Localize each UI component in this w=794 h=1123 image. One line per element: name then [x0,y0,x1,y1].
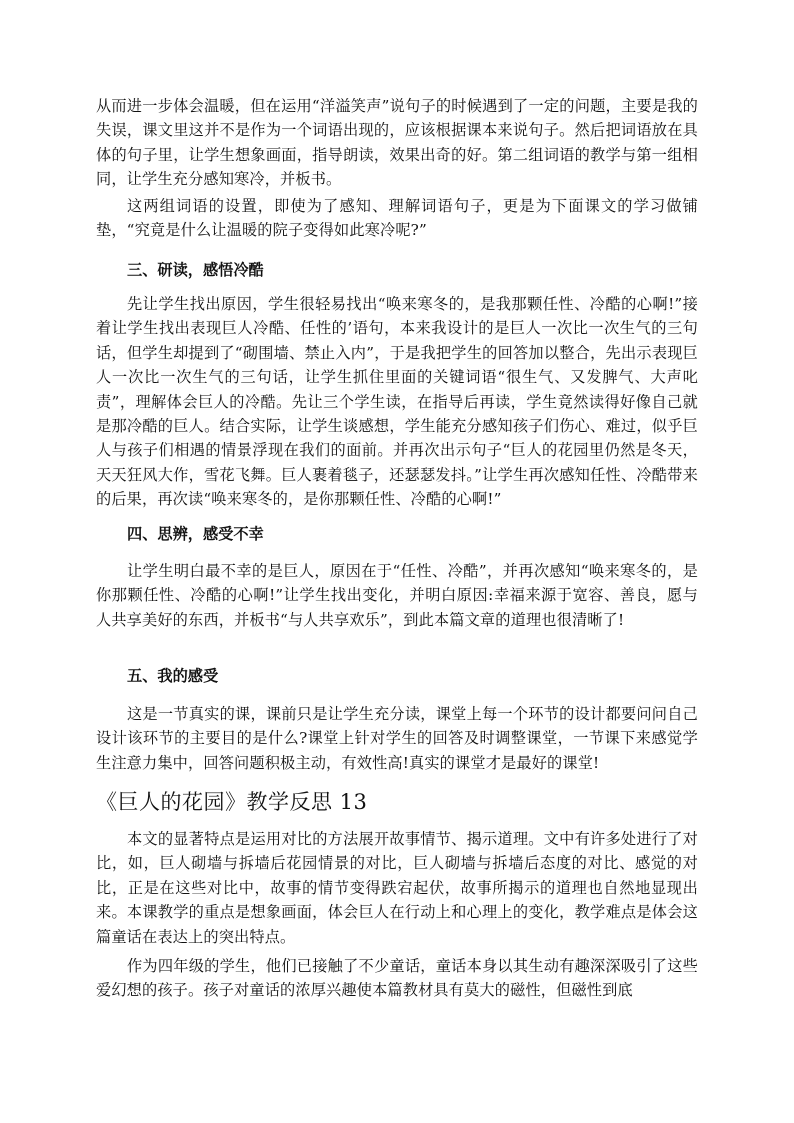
paragraph-vocabulary-teaching: 从而进一步体会温暖，但在运用“洋溢笑声”说句子的时候遇到了一定的问题，主要是我的失误，课文里这并不是作为一个词语出现的，应该根据课本来说句子。然后把词语放在具体的句子里，让学生想象画面，指导朗读，效果出奇的好。第二组词语的教学与第一组相同，让学生充分感知寒冷，并板书。 [96,97,698,189]
paragraph-reflection-13-students: 作为四年级的学生，他们已接触了不少童话，童话本身以其生动有趣深深吸引了这些爱幻想的孩子。孩子对童话的浓厚兴趣使本篇教材具有莫大的磁性，但磁性到底 [96,957,698,1000]
section-title-reflection-13: 《巨人的花园》教学反思 13 [96,790,368,814]
paragraph-section-5: 这是一节真实的课，课前只是让学生充分读，课堂上每一个环节的设计都要问问自己设计该环节的主要目的是什么?课堂上针对学生的回答及时调整课堂，一节课下来感觉学生注意力集中，回答问题积极主动，有效性高!真实的课堂才是最好的课堂! [96,705,698,772]
heading-section-3: 三、研读，感悟冷酷 [127,261,264,279]
paragraph-reflection-13-intro: 本文的显著特点是运用对比的方法展开故事情节、揭示道理。文中有许多处进行了对比，如，巨人砌墙与拆墙后花园情景的对比，巨人砌墙与拆墙后态度的对比、感觉的对比，正是在这些对比中，故事的情节变得跌宕起伏，故事所揭示的道理也自然地显现出来。本课教学的重点是想象画面，体会巨人在行动上和心理上的变化，教学难点是体会这篇童话在表达上的突出特点。 [96,830,698,946]
paragraph-vocabulary-setup: 这两组词语的设置，即使为了感知、理解词语句子，更是为下面课文的学习做铺垫，“究竟是什么让温暖的院子变得如此寒冷呢?” [96,197,698,240]
paragraph-section-3: 先让学生找出原因，学生很轻易找出“唤来寒冬的，是我那颗任性、冷酷的心啊!”接着让学生找出表现巨人冷酷、任性的’语句，本来我设计的是巨人一次比一次生气的三句话，但学生却提到了“砌围墙、禁止入内”，于是我把学生的回答加以整合，先出示表现巨人一次比一次生气的三句话，让学生抓住里面的关键词语“很生气、又发脾气、大声叱责”，理解体会巨人的冷酷。先让三个学生读，在指导后再读，学生竟然读得好像自己就是那冷酷的巨人。结合实际，让学生谈感想，学生能充分感知孩子们伤心、难过，似乎巨人与孩子们相遇的情景浮现在我们的面前。并再次出示句子“巨人的花园里仍然是冬天，天天狂风大作，雪花飞舞。巨人裹着毯子，还瑟瑟发抖。”让学生再次感知任性、冷酷带来的后果，再次读“唤来寒冬的，是你那颗任性、冷酷的心啊!” [96,295,698,509]
heading-section-5: 五、我的感受 [127,667,219,685]
heading-section-4: 四、思辨，感受不幸 [127,525,264,543]
paragraph-section-4: 让学生明白最不幸的是巨人，原因在于“任性、冷酷”，并再次感知“唤来寒冬的，是你那颗任性、冷酷的心啊!”让学生找出变化，并明白原因:幸福来源于宽容、善良，愿与人共享美好的东西，并板书“与人共享欢乐”，到此本篇文章的道理也很清晰了! [96,562,698,629]
